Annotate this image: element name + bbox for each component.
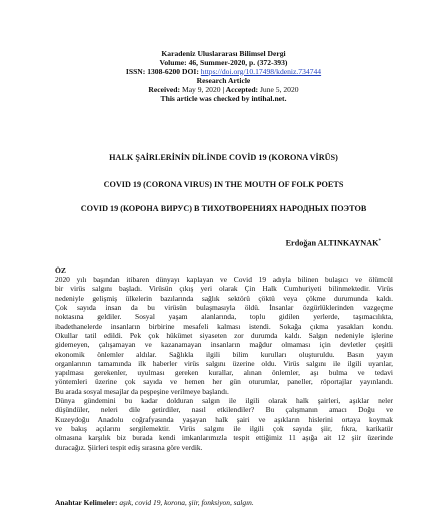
received-label: Received: bbox=[148, 84, 182, 94]
article-type: Research Article bbox=[196, 75, 251, 85]
keywords-label: Anahtar Kelimeler: bbox=[55, 498, 120, 507]
abstract-line: ibadethanelerde insanların birbirine mesafeli kalması istendi. Sokağa çıkma yasakları kondu. bbox=[55, 321, 393, 331]
abstract-line: olmasına karşılık biz burada kendi imkanlarımızla tespit ettiğimiz 11 aşığa ait 12 şiir üzerinde bbox=[55, 433, 393, 443]
plagiarism-note: This article was checked by intihal.net. bbox=[160, 93, 287, 103]
abstract-line: organlarının tamamında ilk haberler virüs salgını üzerine oldu. Virüs salgını ile ilgili uyarılar, bbox=[55, 358, 393, 368]
abstract-line: nedeniyle gelişmiş ülkelerin bazılarında sağlık sektörü çöktü veya çökme durumunda kaldı. bbox=[55, 293, 393, 303]
abstract-line: Dünya gündemini bu kadar dolduran salgın ile ilgili olarak halk şairleri, aşıklar neler bbox=[55, 396, 393, 406]
issn-label: ISSN: 1308-6200 DOI: bbox=[125, 66, 201, 76]
abstract-line: ekonomik önlemler aldılar. Sağlıkla ilgili bilim kurulları oluşturuldu. Basın yayın bbox=[55, 349, 393, 359]
abstract-line: Kuzeydoğu Anadolu coğrafyasında yaşayan halk şairi ve aşıkların hislerini ortaya koymak bbox=[55, 414, 393, 424]
abstract-line: duracağız. Şiirleri tespit ediş sırasına göre verdik. bbox=[55, 442, 203, 452]
abstract-line: gidemeyen, çalışamayan ve kazanamayan insanların mağdur olmaması için devletler çeşitli bbox=[55, 340, 393, 350]
volume-line: Volume: 46, Summer-2020, p. (372-393) bbox=[159, 57, 288, 67]
journal-header bbox=[0, 50, 447, 103]
keywords-values: aşık, covid 19, korona, şiir, fonksiyon, salgın. bbox=[119, 498, 254, 507]
abstract-line: ve bakış açılarını sergilemektir. Virüs salgını ile ilgili çok sayıda şiir, fıkra, karikatür bbox=[55, 424, 393, 433]
abstract-line: yapılması gerekenler, uyulması gereken kurallar, alınan önlemler, aşı bulma ve tedavi bbox=[55, 368, 393, 378]
abstract-line: Okullar tatil edildi. Pek çok hükümet siyaseten zor durumda kaldı. Salgın nedeniyle işlerine bbox=[55, 330, 393, 340]
author-name bbox=[286, 237, 381, 249]
abstract-line: 2020 yılı başından itibaren dünyayı kaplayan ve Covid 19 adıyla bilinen bulaşıcı ve ölümcül bbox=[55, 275, 393, 284]
abstract-heading: ÖZ bbox=[55, 266, 66, 275]
title-turkish: HALK ŞAİRLERİNİN DİLİNDE COVİD 19 (KORONA VİRÜS) bbox=[109, 153, 338, 162]
abstract-line: Bu arada sosyal mesajlar da peşpeşine verilmeye başlandı. bbox=[55, 386, 229, 396]
abstract-line: yöntemleri üzerine çok sayıda ve hemen her gün oturumlar, paneller, röportajlar yayınlandı. bbox=[55, 377, 393, 387]
abstract-body bbox=[55, 275, 393, 452]
author-name-text: Erdoğan ALTINKAYNAK bbox=[285, 238, 379, 248]
accepted-date: June 5, 2020 bbox=[259, 84, 299, 94]
title-english: COVID 19 (CORONA VIRUS) IN THE MOUTH OF FOLK POETS bbox=[103, 180, 344, 189]
author-footnote-marker: * bbox=[378, 239, 381, 244]
doi-link[interactable]: https://doi.org/10.17498/kdeniz.734744 bbox=[200, 66, 322, 76]
abstract-line: noktasına geldiler. Sosyal yaşam alanlarında, toplu gidilen yerlerde, taşımacılıkta, bbox=[55, 312, 393, 322]
received-date: May 9, 2020 bbox=[181, 84, 221, 94]
abstract-line: Çok sayıda insan da bu virüsün bulaşmasıyla öldü. İnsanlar özgürlüklerinden vazgeçme bbox=[55, 302, 393, 312]
accepted-label: | Accepted: bbox=[220, 84, 260, 94]
abstract-line: bir virüs salgını başladı. Virüsün çıkış yeri olarak Çin Halk Cumhuriyeti bilinmektedir. Virüs bbox=[55, 284, 393, 294]
abstract-line: düşündüler, neleri dile getirdiler, nasıl etkilendiler? Bu çalışmanın amacı Doğu ve bbox=[55, 405, 393, 415]
journal-name: Karadeniz Uluslararası Bilimsel Dergi bbox=[161, 49, 286, 58]
keywords bbox=[55, 498, 254, 507]
title-russian: COVID 19 (КОРОНА ВИРУС) В ТИХОТВОРЕНИЯХ НАРОДНЫХ ПОЭТОВ bbox=[80, 204, 367, 213]
